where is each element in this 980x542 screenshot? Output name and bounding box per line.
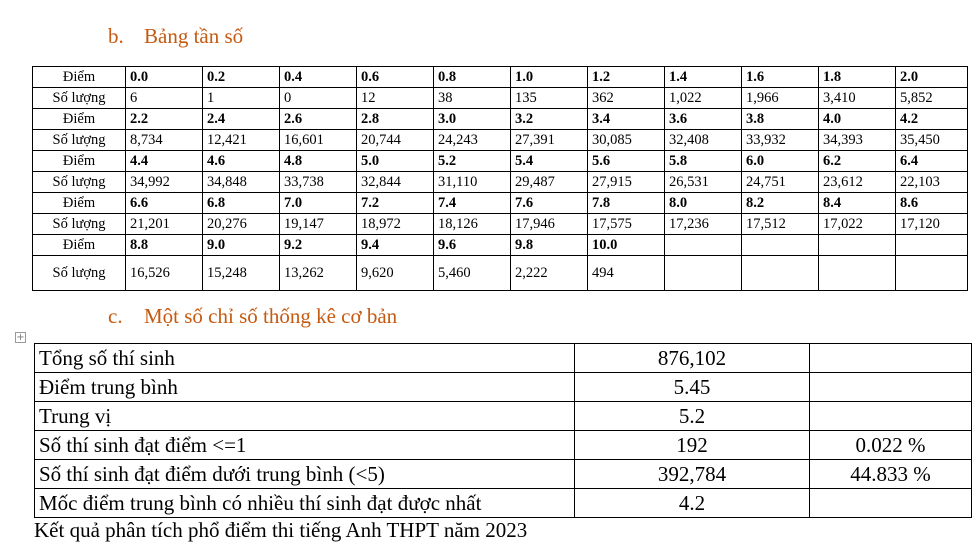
freq-row-label: Số lượng — [33, 256, 126, 291]
freq-count-cell: 5,460 — [434, 256, 511, 291]
freq-count-cell: 135 — [511, 88, 588, 109]
statistics-table — [34, 343, 972, 518]
freq-row-label: Số lượng — [33, 130, 126, 151]
freq-row-label: Điểm — [33, 151, 126, 172]
freq-score-cell: 0.2 — [203, 67, 280, 88]
freq-count-cell: 20,276 — [203, 214, 280, 235]
freq-count-row — [33, 256, 968, 291]
freq-score-cell: 7.4 — [434, 193, 511, 214]
freq-count-cell: 19,147 — [280, 214, 357, 235]
freq-count-cell: 32,408 — [665, 130, 742, 151]
freq-count-cell: 1,966 — [742, 88, 819, 109]
freq-score-cell: 5.8 — [665, 151, 742, 172]
freq-score-cell: 0.6 — [357, 67, 434, 88]
freq-count-cell: 12 — [357, 88, 434, 109]
stat-value: 4.2 — [575, 489, 810, 518]
freq-score-cell: 3.2 — [511, 109, 588, 130]
freq-count-cell: 26,531 — [665, 172, 742, 193]
freq-count-cell — [665, 256, 742, 291]
stat-percent — [810, 402, 972, 431]
freq-count-cell: 5,852 — [896, 88, 968, 109]
freq-score-cell: 3.4 — [588, 109, 665, 130]
stat-value: 192 — [575, 431, 810, 460]
section-b-marker: b. — [108, 24, 124, 48]
freq-score-cell: 3.8 — [742, 109, 819, 130]
freq-count-cell: 20,744 — [357, 130, 434, 151]
stat-label: Tổng số thí sinh — [35, 344, 575, 373]
freq-score-cell: 2.0 — [896, 67, 968, 88]
freq-count-cell: 494 — [588, 256, 665, 291]
freq-score-cell: 5.6 — [588, 151, 665, 172]
freq-score-cell: 7.8 — [588, 193, 665, 214]
freq-count-cell: 17,120 — [896, 214, 968, 235]
freq-count-cell: 33,738 — [280, 172, 357, 193]
freq-count-cell: 9,620 — [357, 256, 434, 291]
freq-score-cell: 6.0 — [742, 151, 819, 172]
freq-count-cell: 31,110 — [434, 172, 511, 193]
freq-score-cell: 3.0 — [434, 109, 511, 130]
section-c-marker: c. — [108, 304, 123, 328]
freq-count-cell: 32,844 — [357, 172, 434, 193]
freq-score-cell — [665, 235, 742, 256]
section-c-heading — [108, 304, 397, 329]
stat-label: Số thí sinh đạt điểm <=1 — [35, 431, 575, 460]
freq-count-cell: 15,248 — [203, 256, 280, 291]
freq-score-cell — [742, 235, 819, 256]
freq-count-cell: 6 — [126, 88, 203, 109]
freq-count-cell: 33,932 — [742, 130, 819, 151]
stat-percent — [810, 489, 972, 518]
freq-score-cell: 7.2 — [357, 193, 434, 214]
freq-count-cell: 0 — [280, 88, 357, 109]
stat-percent: 44.833 % — [810, 460, 972, 489]
freq-score-cell: 6.4 — [896, 151, 968, 172]
freq-score-cell: 8.2 — [742, 193, 819, 214]
freq-score-row — [33, 235, 968, 256]
freq-score-row — [33, 109, 968, 130]
freq-score-cell: 9.4 — [357, 235, 434, 256]
stat-label: Điểm trung bình — [35, 373, 575, 402]
freq-count-cell: 8,734 — [126, 130, 203, 151]
freq-score-cell: 2.4 — [203, 109, 280, 130]
freq-count-cell: 1 — [203, 88, 280, 109]
stat-row — [35, 344, 972, 373]
freq-count-cell: 16,526 — [126, 256, 203, 291]
freq-score-cell: 0.4 — [280, 67, 357, 88]
freq-score-cell: 8.6 — [896, 193, 968, 214]
freq-count-cell: 23,612 — [819, 172, 896, 193]
freq-count-cell: 34,992 — [126, 172, 203, 193]
freq-count-cell: 27,391 — [511, 130, 588, 151]
freq-score-cell: 6.8 — [203, 193, 280, 214]
stat-percent — [810, 344, 972, 373]
freq-count-cell: 29,487 — [511, 172, 588, 193]
stat-value: 876,102 — [575, 344, 810, 373]
freq-count-cell: 30,085 — [588, 130, 665, 151]
freq-count-row — [33, 214, 968, 235]
freq-count-cell: 24,751 — [742, 172, 819, 193]
freq-score-cell: 9.8 — [511, 235, 588, 256]
stat-value: 392,784 — [575, 460, 810, 489]
freq-score-cell: 0.8 — [434, 67, 511, 88]
freq-score-cell: 10.0 — [588, 235, 665, 256]
stat-row — [35, 460, 972, 489]
freq-count-row — [33, 172, 968, 193]
stat-value: 5.45 — [575, 373, 810, 402]
freq-score-cell: 4.8 — [280, 151, 357, 172]
freq-count-cell: 362 — [588, 88, 665, 109]
stat-percent — [810, 373, 972, 402]
freq-score-cell: 1.2 — [588, 67, 665, 88]
freq-count-cell: 34,393 — [819, 130, 896, 151]
freq-count-cell: 18,126 — [434, 214, 511, 235]
freq-score-cell: 6.2 — [819, 151, 896, 172]
freq-count-cell: 17,512 — [742, 214, 819, 235]
stat-row — [35, 489, 972, 518]
stat-label: Trung vị — [35, 402, 575, 431]
freq-row-label: Số lượng — [33, 88, 126, 109]
freq-row-label: Điểm — [33, 235, 126, 256]
freq-count-cell: 3,410 — [819, 88, 896, 109]
freq-score-cell: 7.6 — [511, 193, 588, 214]
freq-count-cell — [896, 256, 968, 291]
freq-count-cell: 16,601 — [280, 130, 357, 151]
freq-score-cell: 3.6 — [665, 109, 742, 130]
freq-score-row — [33, 193, 968, 214]
freq-score-cell: 5.0 — [357, 151, 434, 172]
freq-row-label: Số lượng — [33, 172, 126, 193]
freq-score-cell: 5.2 — [434, 151, 511, 172]
freq-count-cell: 13,262 — [280, 256, 357, 291]
freq-count-cell: 22,103 — [896, 172, 968, 193]
freq-score-cell: 9.2 — [280, 235, 357, 256]
table-move-handle-icon[interactable]: + — [16, 332, 25, 343]
freq-count-cell: 17,236 — [665, 214, 742, 235]
freq-score-cell: 2.6 — [280, 109, 357, 130]
freq-row-label: Điểm — [33, 193, 126, 214]
freq-score-cell: 9.0 — [203, 235, 280, 256]
section-b-heading — [108, 24, 243, 49]
stat-percent: 0.022 % — [810, 431, 972, 460]
freq-score-cell: 2.8 — [357, 109, 434, 130]
freq-score-cell: 1.4 — [665, 67, 742, 88]
freq-score-row — [33, 151, 968, 172]
freq-score-cell: 5.4 — [511, 151, 588, 172]
freq-score-cell: 8.8 — [126, 235, 203, 256]
freq-score-cell: 0.0 — [126, 67, 203, 88]
freq-count-cell — [819, 256, 896, 291]
freq-count-cell: 17,575 — [588, 214, 665, 235]
freq-count-cell: 12,421 — [203, 130, 280, 151]
frequency-table-body — [33, 67, 968, 291]
freq-score-cell — [896, 235, 968, 256]
stat-label: Số thí sinh đạt điểm dưới trung bình (<5) — [35, 460, 575, 489]
section-b-title: Bảng tần số — [144, 24, 244, 48]
freq-count-cell: 35,450 — [896, 130, 968, 151]
stat-value: 5.2 — [575, 402, 810, 431]
freq-count-cell: 17,946 — [511, 214, 588, 235]
freq-score-cell: 9.6 — [434, 235, 511, 256]
truncated-paragraph: Kết quả phân tích phổ điểm thi tiếng Anh THPT năm 2023 — [34, 518, 528, 542]
freq-score-cell: 6.6 — [126, 193, 203, 214]
freq-count-row — [33, 88, 968, 109]
freq-count-cell: 17,022 — [819, 214, 896, 235]
freq-score-cell: 2.2 — [126, 109, 203, 130]
freq-row-label: Điểm — [33, 67, 126, 88]
freq-count-cell: 34,848 — [203, 172, 280, 193]
freq-count-cell: 1,022 — [665, 88, 742, 109]
freq-score-row — [33, 67, 968, 88]
stat-row — [35, 402, 972, 431]
freq-score-cell: 7.0 — [280, 193, 357, 214]
freq-count-cell: 38 — [434, 88, 511, 109]
freq-score-cell: 4.0 — [819, 109, 896, 130]
freq-score-cell: 1.0 — [511, 67, 588, 88]
freq-count-cell: 27,915 — [588, 172, 665, 193]
freq-count-cell: 21,201 — [126, 214, 203, 235]
freq-count-cell: 24,243 — [434, 130, 511, 151]
freq-score-cell: 1.8 — [819, 67, 896, 88]
freq-count-cell: 18,972 — [357, 214, 434, 235]
statistics-table-body — [35, 344, 972, 518]
freq-count-row — [33, 130, 968, 151]
stat-row — [35, 373, 972, 402]
freq-score-cell: 4.4 — [126, 151, 203, 172]
freq-score-cell: 1.6 — [742, 67, 819, 88]
freq-row-label: Điểm — [33, 109, 126, 130]
freq-score-cell — [819, 235, 896, 256]
freq-score-cell: 8.4 — [819, 193, 896, 214]
freq-score-cell: 4.2 — [896, 109, 968, 130]
stat-row — [35, 431, 972, 460]
frequency-table — [32, 66, 968, 291]
section-c-title: Một số chỉ số thống kê cơ bản — [144, 304, 398, 328]
freq-score-cell: 8.0 — [665, 193, 742, 214]
stat-label: Mốc điểm trung bình có nhiều thí sinh đạt được nhất — [35, 489, 575, 518]
freq-count-cell: 2,222 — [511, 256, 588, 291]
freq-score-cell: 4.6 — [203, 151, 280, 172]
freq-row-label: Số lượng — [33, 214, 126, 235]
freq-count-cell — [742, 256, 819, 291]
